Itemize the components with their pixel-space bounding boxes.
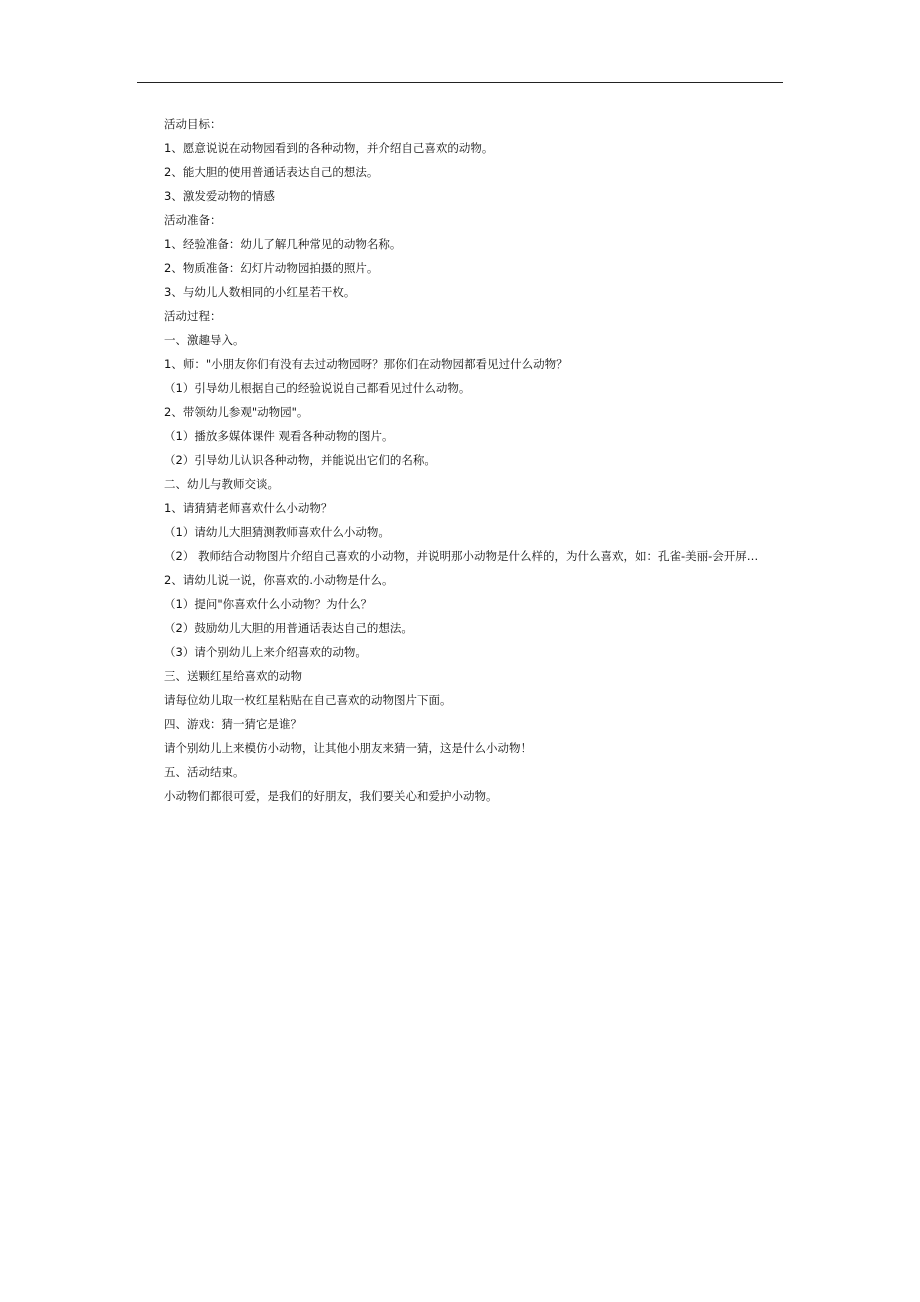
paragraph: 四、游戏：猜一猜它是谁？ — [164, 717, 302, 731]
paragraph: （1）引导幼儿根据自己的经验说说自己都看见过什么动物。 — [164, 381, 471, 395]
paragraph: 请个别幼儿上来模仿小动物，让其他小朋友来猜一猜，这是什么小动物！ — [164, 741, 532, 755]
paragraph: 2、能大胆的使用普通话表达自己的想法。 — [164, 165, 379, 179]
paragraph: 三、送颗红星给喜欢的动物 — [164, 669, 302, 683]
paragraph: 2、带领幼儿参观"动物园"。 — [164, 405, 309, 419]
paragraph: （1）提问"你喜欢什么小动物？为什么？ — [164, 597, 373, 611]
paragraph: （1）请幼儿大胆猜测教师喜欢什么小动物。 — [164, 525, 390, 539]
paragraph: 1、请猜猜老师喜欢什么小动物？ — [164, 501, 333, 515]
paragraph: （2）引导幼儿认识各种动物，并能说出它们的名称。 — [164, 453, 436, 467]
paragraph: 一、激趣导入。 — [164, 333, 245, 347]
paragraph: 1、愿意说说在动物园看到的各种动物，并介绍自己喜欢的动物。 — [164, 141, 494, 155]
paragraph: 1、师："小朋友你们有没有去过动物园呀？那你们在动物园都看见过什么动物？ — [164, 357, 568, 371]
paragraph-wrapped: （2） 教师结合动物图片介绍自己喜欢的小动物，并说明那小动物是什么样的，为什么喜欢，如：孔雀-美丽-会开屏… — [164, 549, 759, 563]
paragraph: 3、与幼儿人数相同的小红星若干枚。 — [164, 285, 356, 299]
paragraph: 二、幼儿与教师交谈。 — [164, 477, 279, 491]
document-body — [140, 112, 782, 808]
paragraph: （1）播放多媒体课件 观看各种动物的图片。 — [164, 429, 394, 443]
section-heading-preparation: 活动准备： — [164, 213, 222, 227]
paragraph: 请每位幼儿取一枚红星粘贴在自己喜欢的动物图片下面。 — [164, 693, 452, 707]
paragraph: 2、物质准备：幻灯片动物园拍摄的照片。 — [164, 261, 379, 275]
paragraph: 五、活动结束。 — [164, 765, 245, 779]
paragraph: （3）请个别幼儿上来介绍喜欢的动物。 — [164, 645, 367, 659]
paragraph: 小动物们都很可爱，是我们的好朋友，我们要关心和爱护小动物。 — [164, 789, 498, 803]
section-heading-goals: 活动目标： — [164, 117, 222, 131]
paragraph: 1、经验准备：幼儿了解几种常见的动物名称。 — [164, 237, 402, 251]
header-rule — [137, 82, 783, 83]
paragraph: （2）鼓励幼儿大胆的用普通话表达自己的想法。 — [164, 621, 413, 635]
section-heading-process: 活动过程： — [164, 309, 222, 323]
paragraph: 2、请幼儿说一说，你喜欢的.小动物是什么。 — [164, 573, 394, 587]
paragraph: 3、激发爱动物的情感 — [164, 189, 275, 203]
